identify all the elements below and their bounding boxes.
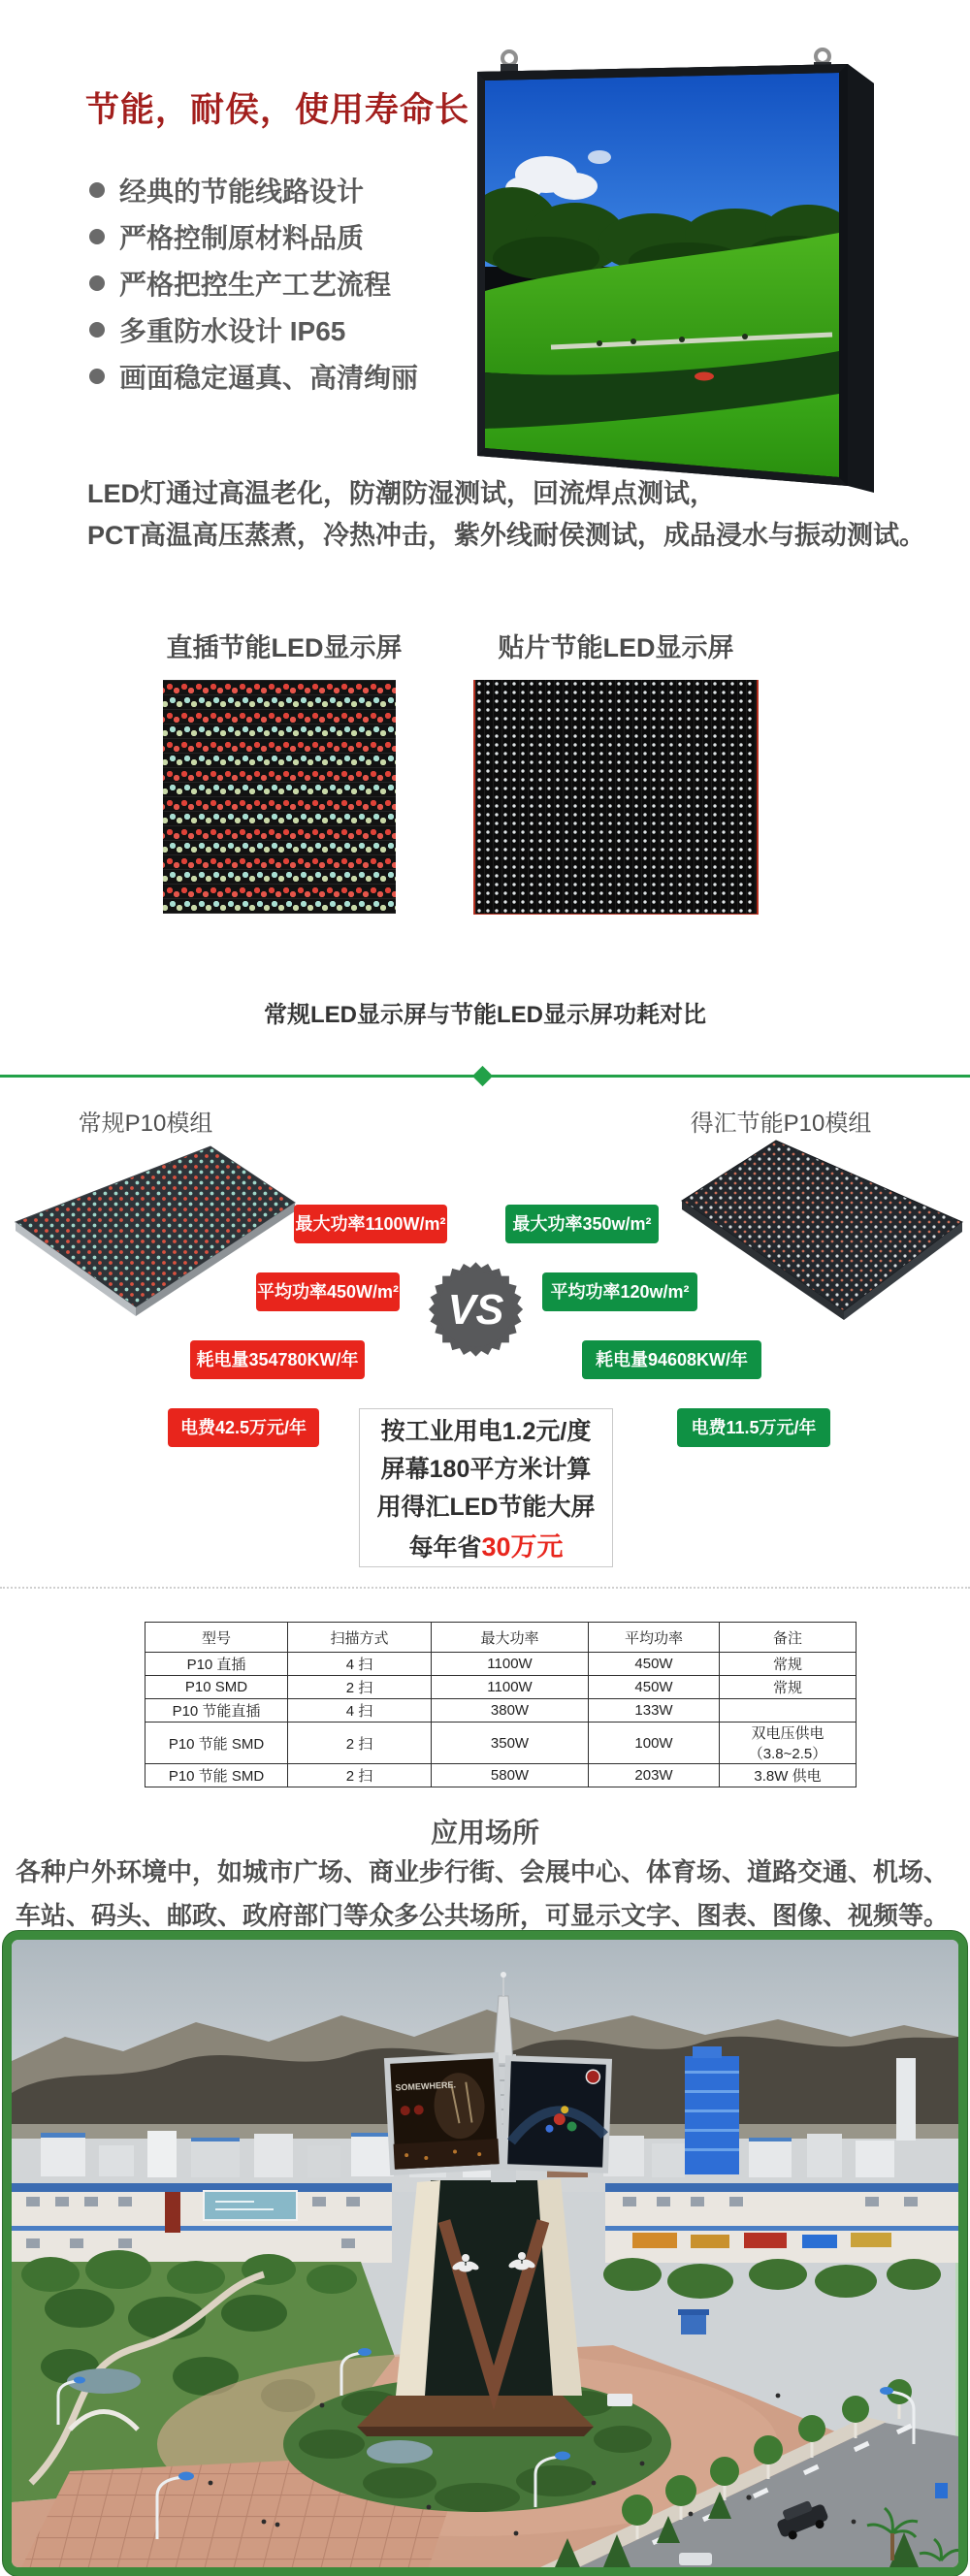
savings-note-box: [359, 1408, 613, 1567]
cell: 常规: [720, 1653, 857, 1676]
cell: 2 扫: [288, 1676, 432, 1699]
cell: 580W: [432, 1764, 589, 1787]
vs-badge: [421, 1256, 531, 1363]
application-line-2: 车站、码头、邮政、政府部门等众多公共场所，可显示文字、图表、图像、视频等。: [16, 1901, 950, 1930]
feature-item: [89, 167, 418, 213]
note-line: 按工业用电1.2元/度: [380, 1418, 592, 1446]
hero-led-panel-image: [454, 39, 886, 497]
feature-text: 严格把控生产工艺流程: [119, 270, 392, 300]
note-prefix: 每年省: [408, 1533, 482, 1562]
note-line: 用得汇LED节能大屏: [376, 1493, 596, 1521]
cell: 2 扫: [288, 1764, 432, 1787]
feature-item: [89, 306, 418, 353]
table-row: [146, 1699, 857, 1723]
smd-module-image: [473, 680, 759, 915]
stat-max-power-energy-saving: 最大功率350w/m²: [505, 1205, 659, 1243]
bullet-dot-icon: [89, 275, 105, 291]
bullet-dot-icon: [89, 182, 105, 198]
vs-text: VS: [447, 1287, 504, 1335]
divider-diamond-icon: [472, 1066, 493, 1086]
table-row: [146, 1676, 857, 1699]
cell: 203W: [589, 1764, 720, 1787]
note-line-savings: [360, 1526, 612, 1563]
hanging-ring-icon: [816, 49, 829, 63]
cell: P10 直插: [146, 1653, 288, 1676]
feature-text: 经典的节能线路设计: [119, 177, 365, 207]
testing-line-1: LED灯通过高温老化，防潮防湿测试，回流焊点测试，: [87, 479, 716, 508]
conventional-module-label: 常规P10模组: [78, 1111, 213, 1137]
bullet-dot-icon: [89, 369, 105, 384]
stat-consumption-energy-saving: 耗电量94608KW/年: [582, 1340, 761, 1379]
cell: 4 扫: [288, 1699, 432, 1723]
dip-module-title: 直插节能LED显示屏: [166, 633, 403, 662]
cell: 350W: [432, 1723, 589, 1764]
col-header-note: 备注: [720, 1623, 857, 1653]
billboard-text: SOMEWHERE.: [395, 2079, 457, 2093]
feature-bullet-list: [89, 167, 418, 400]
col-header-model: 型号: [146, 1623, 288, 1653]
application-photo: [3, 1931, 967, 2576]
stat-cost-conventional: 电费42.5万元/年: [168, 1408, 319, 1447]
dotted-divider: [0, 1587, 970, 1589]
cell: 常规: [720, 1676, 857, 1699]
application-title: 应用场所: [430, 1818, 539, 1848]
bullet-dot-icon: [89, 229, 105, 244]
cell: 380W: [432, 1699, 589, 1723]
col-header-avg-power: 平均功率: [589, 1623, 720, 1653]
spec-table: [145, 1622, 857, 1787]
table-row: [146, 1723, 857, 1764]
table-header-row: [146, 1623, 857, 1653]
testing-description: [87, 473, 925, 557]
cell: [720, 1699, 857, 1723]
feature-text: 画面稳定逼真、高清绚丽: [119, 363, 419, 393]
cell: 1100W: [432, 1653, 589, 1676]
testing-line-2: PCT高温高压蒸煮，冷热冲击，紫外线耐侯测试，成品浸水与振动测试。: [87, 521, 925, 550]
stat-consumption-conventional: 耗电量354780KW/年: [190, 1340, 365, 1379]
application-line-1: 各种户外环境中，如城市广场、商业步行街、会展中心、体育场、道路交通、机场、: [16, 1857, 950, 1886]
cell: 100W: [589, 1723, 720, 1764]
stat-cost-energy-saving: 电费11.5万元/年: [677, 1408, 830, 1447]
feature-item: [89, 260, 418, 306]
conventional-module-3d-image: [12, 1143, 298, 1317]
cell: 4 扫: [288, 1653, 432, 1676]
table-row: [146, 1653, 857, 1676]
cell: 133W: [589, 1699, 720, 1723]
hero-title: 节能，耐侯，使用寿命长: [85, 91, 470, 129]
cell: 450W: [589, 1676, 720, 1699]
cell: 3.8W 供电: [720, 1764, 857, 1787]
cell: 1100W: [432, 1676, 589, 1699]
city-plaza-scene: [12, 1940, 958, 2567]
stat-avg-power-energy-saving: 平均功率120w/m²: [542, 1272, 697, 1311]
bullet-dot-icon: [89, 322, 105, 338]
energy-saving-module-3d-image: [679, 1137, 965, 1323]
energy-saving-module-label: 得汇节能P10模组: [690, 1111, 872, 1137]
feature-text: 严格控制原材料品质: [119, 223, 365, 253]
savings-amount: 30万元: [481, 1531, 564, 1562]
dip-module-image: [163, 680, 396, 914]
cell: 2 扫: [288, 1723, 432, 1764]
cell: P10 节能 SMD: [146, 1764, 288, 1787]
cell: P10 SMD: [146, 1676, 288, 1699]
stat-max-power-conventional: 最大功率1100W/m²: [294, 1205, 447, 1243]
feature-item: [89, 353, 418, 400]
smd-module-title: 贴片节能LED显示屏: [498, 633, 734, 662]
cell: 450W: [589, 1653, 720, 1676]
hanging-ring-icon: [502, 51, 516, 65]
feature-item: [89, 213, 418, 260]
cell: 双电压供电（3.8~2.5）: [720, 1723, 857, 1764]
cell: P10 节能 SMD: [146, 1723, 288, 1764]
table-row: [146, 1764, 857, 1787]
note-line: 屏幕180平方米计算: [380, 1456, 592, 1484]
application-paragraph: [16, 1851, 958, 1938]
cell: P10 节能直插: [146, 1699, 288, 1723]
comparison-section-title: 常规LED显示屏与节能LED显示屏功耗对比: [264, 1002, 706, 1028]
col-header-max-power: 最大功率: [432, 1623, 589, 1653]
col-header-scan: 扫描方式: [288, 1623, 432, 1653]
feature-text: 多重防水设计 IP65: [119, 316, 346, 346]
stat-avg-power-conventional: 平均功率450W/m²: [256, 1272, 400, 1311]
